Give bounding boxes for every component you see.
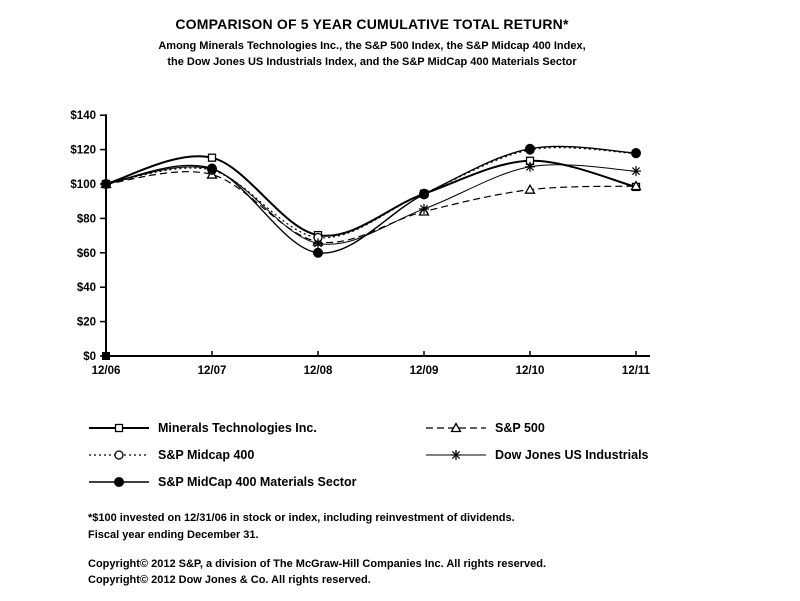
legend-row	[88, 414, 728, 441]
legend-label: Minerals Technologies Inc.	[158, 420, 317, 435]
series-s-p-midcap-400-materials-sector	[102, 144, 641, 257]
copyright-line2: Copyright© 2012 Dow Jones & Co. All rights reserved.	[88, 574, 371, 586]
y-axis-label: $60	[76, 247, 96, 260]
footnotes	[88, 510, 515, 544]
y-axis-label: $100	[70, 179, 96, 191]
y-axis-label: $120	[70, 144, 96, 157]
filled-circle-legend-swatch	[88, 475, 150, 489]
y-axis-label: $80	[76, 213, 96, 226]
x-axis-label: 12/06	[91, 365, 121, 377]
copyright-line1: Copyright© 2012 S&P, a division of The McGraw-Hill Companies Inc. All rights reserved.	[88, 558, 546, 570]
legend-label: S&P 500	[495, 420, 545, 435]
copyright-block	[88, 556, 546, 588]
series-dow-jones-us-industrials	[101, 162, 641, 249]
legend-row	[88, 468, 728, 495]
open-triangle-legend-swatch	[425, 421, 487, 435]
x-axis-label: 12/08	[303, 365, 333, 377]
chart-subtitle-line2: the Dow Jones US Industrials Index, and the S&P MidCap 400 Materials Sector	[167, 56, 577, 68]
legend-item-minerals-technologies-inc	[88, 421, 425, 435]
y-axis-label: $0	[83, 351, 96, 363]
legend-label: S&P Midcap 400	[158, 447, 255, 462]
x-axis-label: 12/11	[621, 365, 651, 377]
chart-subtitle-line1: Among Minerals Technologies Inc., the S&P 500 Index, the S&P Midcap 400 Index,	[158, 40, 586, 52]
legend-label: Dow Jones US Industrials	[495, 447, 649, 462]
x-axis-label: 12/10	[515, 365, 545, 377]
footnote-line2: Fiscal year ending December 31.	[88, 529, 259, 541]
x-axis-label: 12/07	[197, 365, 227, 377]
y-axis-label: $140	[70, 110, 96, 123]
chart-title: COMPARISON OF 5 YEAR CUMULATIVE TOTAL RETURN*	[175, 16, 569, 32]
asterisk-legend-swatch	[425, 448, 487, 462]
series-s-p-500	[102, 170, 641, 245]
series-s-p-midcap-400	[102, 146, 640, 242]
legend-row	[88, 441, 728, 468]
footnote-line1: *$100 invested on 12/31/06 in stock or index, including reinvestment of dividends.	[88, 512, 515, 524]
legend-item-dow-jones-us-industrials	[425, 448, 728, 462]
x-axis-label: 12/09	[409, 365, 439, 377]
y-axis-label: $40	[76, 282, 96, 295]
legend-item-s-p-midcap-400-materials-sector	[88, 475, 425, 489]
open-square-legend-swatch	[88, 421, 150, 435]
legend-label: S&P MidCap 400 Materials Sector	[158, 474, 357, 489]
origin-overlap-marker	[103, 353, 110, 360]
legend-item-s-p-midcap-400	[88, 448, 425, 462]
chart-legend	[88, 414, 728, 495]
origin-overlap-marker	[103, 181, 110, 188]
open-circle-legend-swatch	[88, 448, 150, 462]
y-axis-label: $20	[76, 316, 96, 329]
legend-item-s-p-500	[425, 421, 728, 435]
